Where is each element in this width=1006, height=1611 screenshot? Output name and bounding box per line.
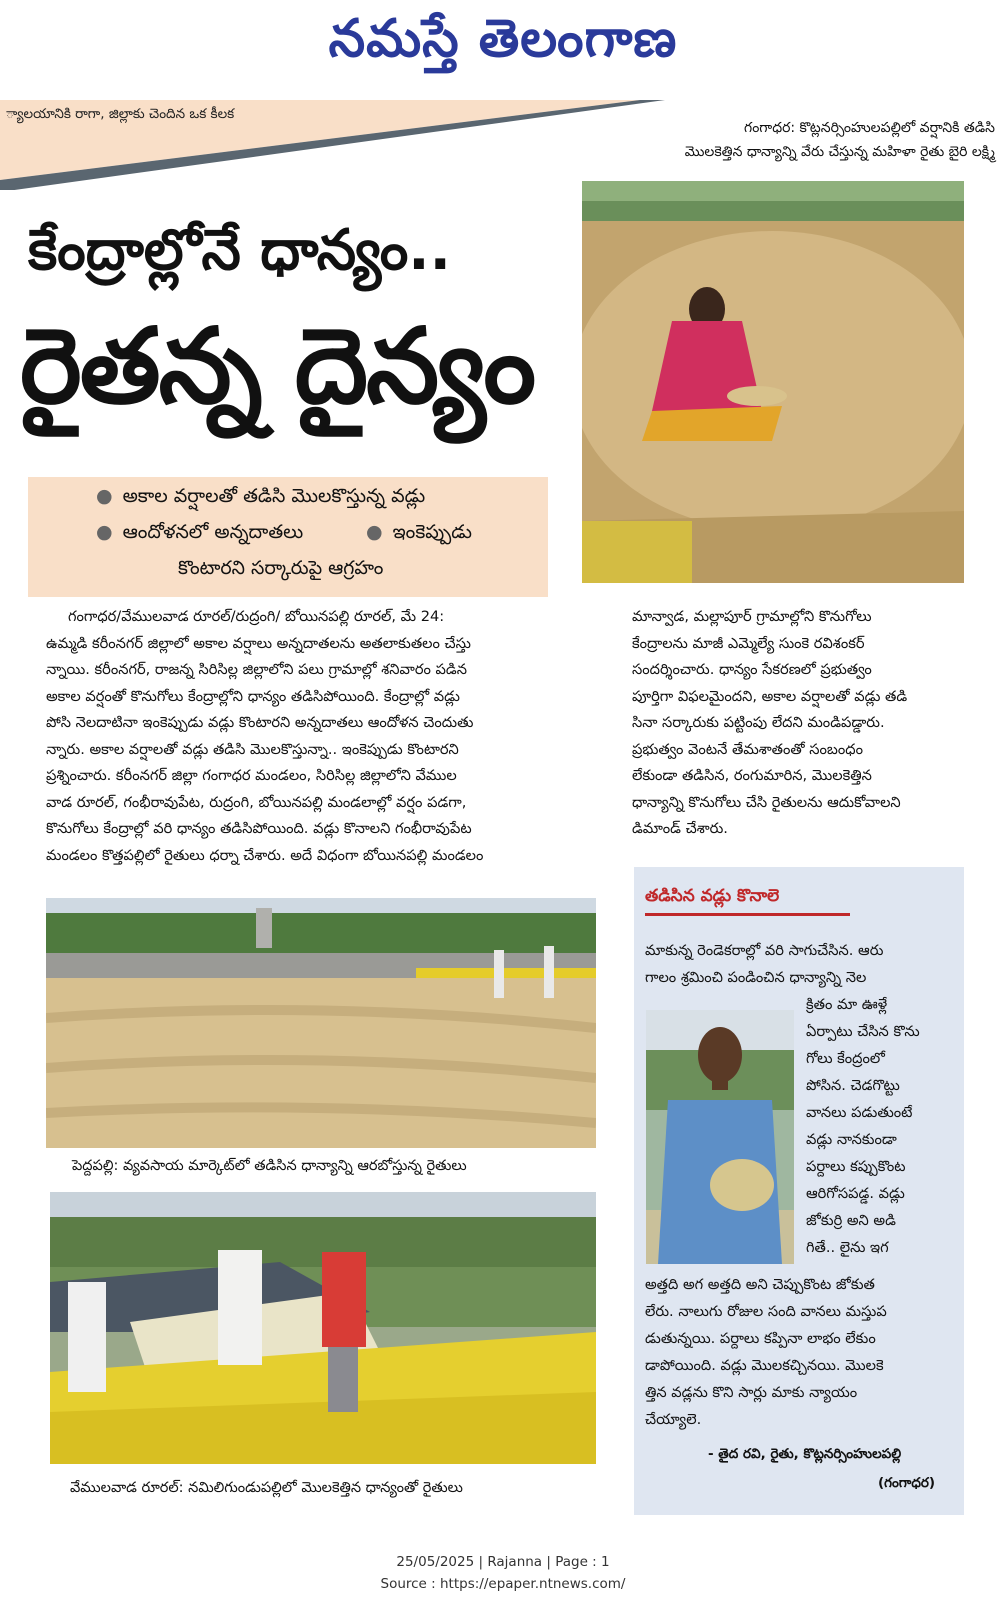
body-line: పూర్తిగా విఫలమైందని, అకాల వర్షాలతో వడ్లు తడి — [632, 687, 908, 705]
sidebar-line: అత్తది అగ అత్తది అని చెప్పుకొంట జోకుత — [645, 1276, 875, 1293]
sidebar-line: పర్దాలు కప్పుకొంట — [806, 1158, 906, 1175]
body-line: గంగాధర/వేములవాడ రూరల్/రుద్రంగి/ బోయినపల్లి రూరల్, మే 24: — [68, 608, 445, 625]
body-line: ప్రభుత్వం వెంటనే తేమశాతంతో సంబంధం — [632, 740, 863, 758]
subhead-2: ● ఆందోళనలో అన్నదాతలు — [96, 521, 304, 543]
footer-date-line: 25/05/2025 | Rajanna | Page : 1 — [396, 1554, 610, 1570]
sidebar-line: జోకుర్రి అని అడి — [806, 1212, 896, 1229]
article-body-right — [632, 604, 964, 843]
sidebar-text-top — [645, 937, 965, 991]
sidebar-line: ఆరిగోసపడ్డ. వడ్లు — [806, 1185, 905, 1202]
sidebar-line: క్రితం మా ఊళ్లే — [806, 996, 888, 1013]
photo-farmer-portrait — [646, 1010, 794, 1264]
sidebar-line: ఏర్పాటు చేసిన కొను — [806, 1023, 920, 1040]
photo-caption-2: వేములవాడ రూరల్: నమిలిగుండుపల్లిలో మొలకెత్తిన ధాన్యంతో రైతులు — [70, 1480, 463, 1496]
top-photo-caption — [585, 116, 995, 164]
band-text: ్యాలయానికి రాగా, జిల్లాకు చెందిన ఒక కీలక — [6, 106, 235, 122]
sidebar-line: చేయ్యాలె. — [645, 1411, 702, 1428]
sidebar-text-narrow — [806, 991, 966, 1261]
body-line: అకాల వర్షంతో కొనుగోలు కేంద్రాల్లోని ధాన్యం తడిసిపోయింది. కేంద్రాల్లో వడ్లు — [46, 687, 460, 705]
photo-farmers — [50, 1192, 596, 1464]
body-line: న్నాయి. కరీంనగర్, రాజన్న సిరిసిల్ల జిల్లాలోని పలు గ్రామాల్లో శనివారం పడిన — [46, 661, 467, 678]
sidebar-line: డాపోయింది. వడ్లు మొలకచ్చినయి. మొలకె — [645, 1357, 884, 1374]
sidebar-line: మాకున్న రెండెకరాల్లో వరి సాగుచేసిన. ఆరు — [645, 942, 884, 959]
sidebar-text-bottom — [645, 1271, 965, 1433]
body-line: లేకుండా తడిసిన, రంగుమారిన, మొలకెత్తిన — [632, 767, 872, 784]
sidebar-line: డుతున్నయి. పర్దాలు కప్పినా లాభం లేకుం — [645, 1330, 876, 1347]
sidebar-signature: - తైద రవి, రైతు, కొట్లనర్సింహులపల్లి — [708, 1446, 902, 1462]
photo-woman-grain — [582, 181, 964, 583]
sidebar-line: త్తిన వడ్లను కొని సార్లు మాకు న్యాయం — [645, 1384, 858, 1401]
bullet-icon: ● — [366, 521, 383, 543]
subhead-3-cont: కొంటారని సర్కారుపై ఆగ్రహం — [178, 557, 384, 579]
body-line: మాన్వాడ, మల్లాపూర్ గ్రామాల్లోని కొనుగోలు — [632, 608, 872, 625]
sidebar-line: గితే.. లైను ఇగ — [806, 1239, 889, 1256]
sidebar-heading-rule — [645, 913, 850, 917]
photo-market-yard — [46, 898, 596, 1148]
body-line: ఉమ్మడి కరీంనగర్ జిల్లాలో అకాల వర్షాలు అన్నదాతలను అతలాకుతలం చేస్తు — [46, 634, 471, 652]
sidebar-line: గోలు కేంద్రంలో — [806, 1050, 885, 1067]
subhead-3: ● ఇంకెప్పుడు — [366, 521, 472, 543]
body-line: మండలం కొత్తపల్లిలో రైతులు ధర్నా చేశారు. అదే విధంగా బోయినపల్లి మండలం — [46, 846, 484, 864]
sidebar-line: పోసిన. చెడగొట్టు — [806, 1077, 900, 1094]
body-line: సందర్శించారు. ధాన్యం సేకరణలో ప్రభుత్వం — [632, 661, 872, 678]
headline-line-1: కేంద్రాల్లోనే ధాన్యం.. — [28, 218, 451, 283]
sidebar-line: గాలం శ్రమించి పండించిన ధాన్యాన్ని నెల — [645, 969, 867, 986]
body-line: పోసి నెలదాటినా ఇంకెప్పుడు వడ్లు కొంటారని అన్నదాతలు ఆందోళన చెందుతు — [46, 714, 474, 731]
top-caption-line-2: మొలకెత్తిన ధాన్యాన్ని వేరు చేస్తున్న మహిళా రైతు బైరి లక్ష్మి — [684, 144, 995, 160]
sidebar-heading: తడిసిన వడ్లు కొనాలె — [645, 886, 780, 906]
sidebar-line: వడ్లు నానకుండా — [806, 1131, 897, 1148]
subhead-1: ● అకాల వర్షాలతో తడిసి మొలకొస్తున్న వడ్లు — [96, 485, 426, 507]
top-caption-line-1: గంగాధర: కొట్లనర్సింహులపల్లిలో వర్షానికి తడిసి — [744, 120, 995, 136]
body-line: ప్రశ్నించారు. కరీంనగర్ జిల్లా గంగాధర మండలం, సిరిసిల్ల జిల్లాలోని వేముల — [46, 767, 457, 784]
body-line: సినా సర్కారుకు పట్టింపు లేదని మండిపడ్డారు. — [632, 714, 885, 731]
article-body-left — [46, 604, 594, 869]
sidebar-line: లేరు. నాలుగు రోజుల సంది వానలు మస్తుప — [645, 1303, 887, 1320]
body-line: కేంద్రాలను మాజీ ఎమ్మెల్యే సుంకె రవిశంకర్ — [632, 634, 865, 652]
bullet-icon: ● — [96, 521, 113, 543]
footer-source-line: Source : https://epaper.ntnews.com/ — [380, 1576, 626, 1592]
body-line: కొనుగోలు కేంద్రాల్లో వరి ధాన్యం తడిసిపోయింది. వడ్లు కొనాలని గంభీరావుపేట — [46, 820, 472, 837]
body-line: న్నారు. అకాల వర్షాలతో వడ్లు తడిసి మొలకొస్తున్నా.. ఇంకెప్పుడు కొంటారని — [46, 740, 459, 758]
bullet-icon: ● — [96, 485, 113, 507]
masthead-logo: నమస్తే తెలంగాణ — [328, 8, 678, 69]
body-line: డిమాండ్ చేశారు. — [632, 820, 728, 837]
photo-caption-1: పెద్దపల్లి: వ్యవసాయ మార్కెట్‌లో తడిసిన ధాన్యాన్ని ఆరబోస్తున్న రైతులు — [72, 1158, 467, 1174]
headline-line-2: రైతన్న దైన్యం — [20, 305, 535, 427]
body-line: వాడ రూరల్, గంభీరావుపేట, రుద్రంగి, బోయినపల్లి మండలాల్లో వర్షం పడగా, — [46, 793, 467, 811]
body-line: ధాన్యాన్ని కొనుగోలు చేసి రైతులను ఆదుకోవాలని — [632, 793, 901, 811]
sidebar-signature-place: (గంగాధర) — [878, 1475, 936, 1491]
sidebar-line: వానలు పడుతుంటే — [806, 1104, 913, 1121]
subheads-box — [28, 477, 548, 597]
